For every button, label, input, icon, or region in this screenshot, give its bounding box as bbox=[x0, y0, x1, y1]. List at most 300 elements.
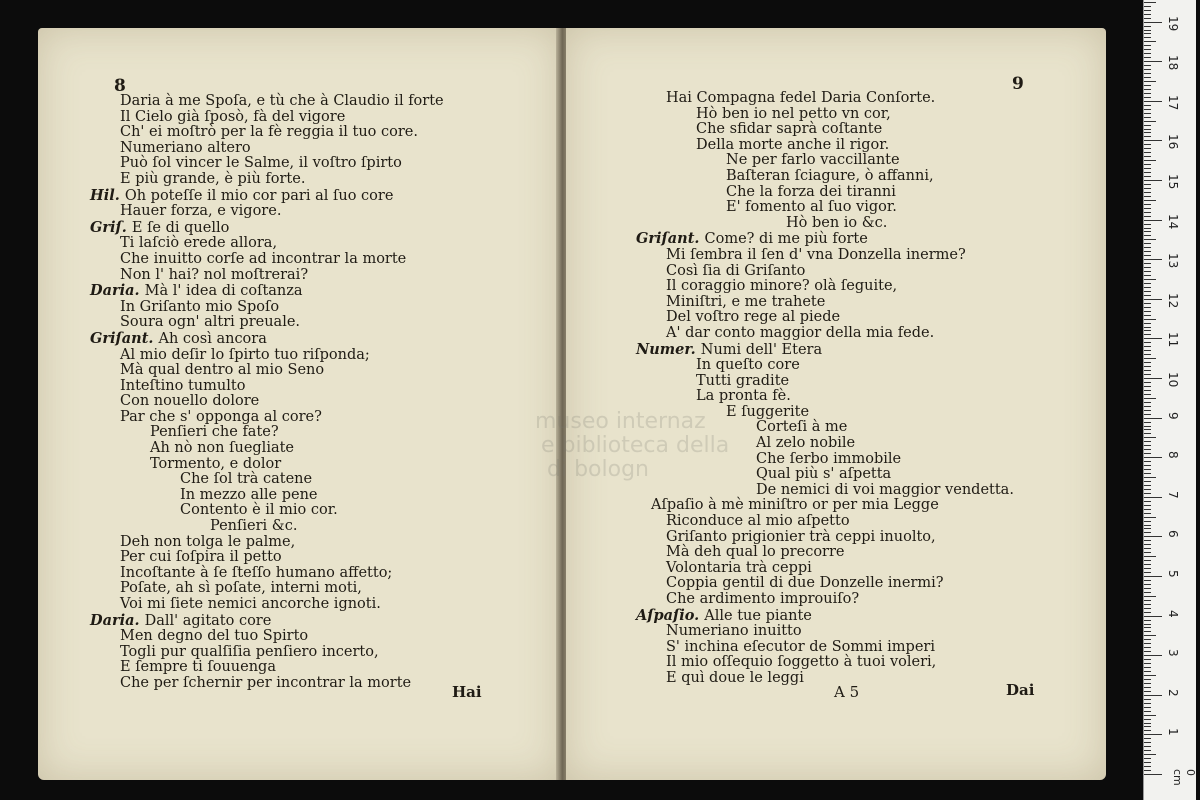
ruler-tick bbox=[1144, 291, 1151, 292]
ruler-tick bbox=[1144, 271, 1151, 272]
text-line bbox=[90, 331, 444, 348]
ruler-tick bbox=[1144, 140, 1162, 141]
line-text: Ne per farlo vaccillante bbox=[726, 152, 900, 169]
ruler-tick bbox=[1144, 172, 1151, 173]
ruler-tick bbox=[1144, 37, 1151, 38]
ruler-tick bbox=[1144, 536, 1162, 537]
text-line bbox=[90, 236, 444, 252]
line-text: Mà l' idea di coſtanza bbox=[144, 283, 303, 300]
line-text: Soura ogn' altri preuale. bbox=[120, 314, 301, 331]
ruler-tick bbox=[1144, 251, 1151, 252]
ruler-tick bbox=[1144, 457, 1162, 458]
ruler-tick bbox=[1144, 659, 1151, 660]
line-text: Dall' agitato core bbox=[144, 612, 272, 629]
line-text: In queſto core bbox=[696, 357, 800, 374]
ruler-tick bbox=[1144, 180, 1162, 181]
ruler-tick bbox=[1144, 730, 1151, 731]
ruler-tick bbox=[1144, 18, 1151, 19]
ruler-tick bbox=[1144, 93, 1151, 94]
line-text: Ah nò non ſuegliate bbox=[150, 440, 295, 457]
line-text: Al mio deſir lo ſpirto tuo riſponda; bbox=[120, 346, 370, 363]
ruler-tick bbox=[1144, 481, 1151, 482]
speaker-label: Aſpaſio. bbox=[636, 606, 705, 624]
ruler-tick bbox=[1144, 390, 1151, 391]
text-line bbox=[90, 363, 444, 379]
line-text: Non l' hai? nol moſtrerai? bbox=[120, 266, 309, 283]
ruler-tick bbox=[1144, 715, 1156, 716]
speaker-label: Daria. bbox=[90, 282, 145, 300]
text-line bbox=[636, 248, 1014, 264]
text-line bbox=[90, 645, 444, 661]
watermark-line: museo internaz bbox=[535, 409, 706, 434]
ruler-tick bbox=[1144, 754, 1156, 755]
line-text: Alle tue piante bbox=[704, 607, 812, 624]
ruler-label: 12 bbox=[1166, 292, 1180, 309]
ruler-tick bbox=[1144, 334, 1151, 335]
text-line bbox=[90, 550, 444, 566]
ruler-tick bbox=[1144, 687, 1151, 688]
ruler-tick bbox=[1144, 671, 1151, 672]
text-line bbox=[636, 107, 1014, 123]
line-text: Che ardimento improuiſo? bbox=[666, 591, 860, 607]
text-line bbox=[90, 188, 444, 205]
ruler-tick bbox=[1144, 370, 1151, 371]
line-text: Hauer forza, e vigore. bbox=[120, 203, 282, 220]
text-line bbox=[636, 169, 1014, 185]
ruler-tick bbox=[1144, 164, 1151, 165]
ruler-tick bbox=[1144, 703, 1151, 704]
speaker-label: Daria. bbox=[90, 611, 145, 629]
ruler-unit: 0 cm bbox=[1171, 769, 1197, 786]
ruler-tick bbox=[1144, 719, 1151, 720]
ruler-tick bbox=[1144, 525, 1151, 526]
ruler-tick bbox=[1144, 667, 1151, 668]
line-text: Numeriano altero bbox=[120, 139, 251, 156]
speaker-label: Griſ. bbox=[90, 218, 132, 236]
ruler-tick bbox=[1144, 560, 1151, 561]
line-text: Ti laſciò erede allora, bbox=[120, 235, 278, 252]
ruler-tick bbox=[1144, 774, 1162, 775]
ruler-tick bbox=[1144, 513, 1151, 514]
text-line bbox=[90, 172, 444, 188]
ruler-label: 15 bbox=[1166, 174, 1180, 190]
line-text: Men degno del tuo Spirto bbox=[120, 628, 309, 645]
ruler-tick bbox=[1144, 287, 1151, 288]
ruler-tick bbox=[1144, 643, 1151, 644]
ruler-tick bbox=[1144, 572, 1151, 573]
ruler-tick bbox=[1144, 303, 1151, 304]
text-line bbox=[636, 498, 1014, 514]
line-text: Il coraggio minore? olà ſeguite, bbox=[666, 278, 898, 295]
ruler-tick bbox=[1144, 766, 1151, 767]
ruler-tick bbox=[1144, 307, 1151, 308]
text-line bbox=[90, 141, 444, 157]
ruler-tick bbox=[1144, 414, 1151, 415]
line-text: Deh non tolga le palme, bbox=[120, 533, 296, 550]
ruler-tick bbox=[1144, 635, 1156, 636]
text-line bbox=[636, 452, 1014, 468]
text-line bbox=[636, 608, 1014, 625]
text-line bbox=[90, 535, 444, 551]
ruler-tick bbox=[1144, 437, 1156, 438]
text-line bbox=[636, 264, 1014, 280]
ruler-label: 8 bbox=[1166, 451, 1180, 459]
text-line bbox=[636, 185, 1014, 201]
ruler-tick bbox=[1144, 121, 1156, 122]
text-block bbox=[636, 91, 1014, 687]
ruler-tick bbox=[1144, 73, 1151, 74]
signature-mark: A 5 bbox=[834, 683, 860, 701]
ruler-tick bbox=[1144, 362, 1151, 363]
ruler-tick bbox=[1144, 695, 1162, 696]
ruler-tick bbox=[1144, 651, 1151, 652]
line-text: Coppia gentil di due Donzelle inermi? bbox=[666, 575, 944, 592]
text-line bbox=[636, 358, 1014, 374]
ruler-tick bbox=[1144, 600, 1151, 601]
line-text: Numeriano inuitto bbox=[666, 623, 802, 640]
line-text: Contento è il mio cor. bbox=[180, 502, 338, 519]
line-text: Togli pur qualſiſia penſiero incerto, bbox=[120, 643, 379, 660]
ruler-tick bbox=[1144, 176, 1151, 177]
ruler-tick bbox=[1144, 315, 1151, 316]
ruler-tick bbox=[1144, 521, 1151, 522]
line-text: Al zelo nobile bbox=[756, 435, 856, 452]
ruler-tick bbox=[1144, 770, 1151, 771]
ruler-tick bbox=[1144, 592, 1151, 593]
line-text: Il Cielo già ſposò, fà del vigore bbox=[120, 108, 346, 125]
text-line bbox=[90, 252, 444, 268]
line-text: E' fomento al ſuo vigor. bbox=[726, 199, 897, 216]
ruler-tick bbox=[1144, 61, 1162, 62]
ruler-tick bbox=[1144, 604, 1151, 605]
ruler-tick bbox=[1144, 346, 1151, 347]
ruler-tick bbox=[1144, 45, 1151, 46]
ruler-tick bbox=[1144, 679, 1151, 680]
text-line bbox=[636, 671, 1014, 687]
ruler-tick bbox=[1144, 319, 1156, 320]
text-line bbox=[90, 581, 444, 597]
text-line bbox=[90, 300, 444, 316]
line-text: Hò ben io &c. bbox=[786, 214, 888, 231]
ruler-tick bbox=[1144, 239, 1156, 240]
ruler-tick bbox=[1144, 422, 1151, 423]
ruler-tick bbox=[1144, 734, 1162, 735]
speaker-label: Griſant. bbox=[636, 230, 705, 248]
ruler-tick bbox=[1144, 33, 1151, 34]
ruler-tick bbox=[1144, 279, 1156, 280]
line-text: La pronta fè. bbox=[696, 388, 791, 405]
ruler-tick bbox=[1144, 330, 1151, 331]
catchword: Hai bbox=[452, 683, 482, 701]
right-page bbox=[566, 28, 1106, 780]
line-text: Che inuitto corſe ad incontrar la morte bbox=[120, 250, 407, 267]
left-page bbox=[38, 28, 560, 780]
text-line bbox=[636, 279, 1014, 295]
ruler-tick bbox=[1144, 125, 1151, 126]
ruler-label: 4 bbox=[1166, 609, 1180, 618]
ruler-tick bbox=[1144, 144, 1151, 145]
ruler-label: 19 bbox=[1166, 15, 1180, 31]
ruler-tick bbox=[1144, 247, 1151, 248]
line-text: E più grande, è più forte. bbox=[120, 170, 306, 187]
line-text: S' inchina eſecutor de Sommi imperi bbox=[666, 638, 935, 655]
ruler-tick bbox=[1144, 465, 1151, 466]
ruler-tick bbox=[1144, 461, 1151, 462]
ruler-tick bbox=[1144, 220, 1162, 221]
line-text: Inteſtino tumulto bbox=[120, 377, 246, 394]
line-text: Che sfidar saprà coſtante bbox=[696, 121, 883, 138]
ruler-tick bbox=[1144, 81, 1156, 82]
ruler-label: 10 bbox=[1166, 372, 1180, 388]
text-line bbox=[90, 268, 444, 284]
ruler-label: 16 bbox=[1166, 134, 1180, 150]
ruler-tick bbox=[1144, 152, 1151, 153]
text-line bbox=[636, 216, 1014, 232]
text-line bbox=[636, 420, 1014, 436]
text-line bbox=[90, 315, 444, 331]
line-text: Voi mi ſiete nemici ancorche ignoti. bbox=[120, 596, 381, 612]
line-text: Oh poteſſe il mio cor pari al ſuo core bbox=[124, 187, 394, 204]
text-line bbox=[90, 488, 444, 504]
line-text: Che la forza dei tiranni bbox=[726, 183, 896, 200]
ruler-tick bbox=[1144, 14, 1151, 15]
ruler-tick bbox=[1144, 620, 1151, 621]
text-line bbox=[636, 91, 1014, 107]
line-text: Della morte anche il rigor. bbox=[696, 136, 890, 153]
ruler-tick bbox=[1144, 267, 1151, 268]
ruler-tick bbox=[1144, 65, 1151, 66]
text-line bbox=[636, 576, 1014, 592]
ruler-tick bbox=[1144, 53, 1151, 54]
line-text: Daria à me Spoſa, e tù che à Claudio il forte bbox=[120, 93, 444, 109]
line-text: Baſteran ſciagure, ò affanni, bbox=[726, 167, 934, 184]
ruler-tick bbox=[1144, 208, 1151, 209]
page-number: 8 bbox=[114, 76, 126, 96]
ruler-tick bbox=[1144, 77, 1151, 78]
ruler-tick bbox=[1144, 196, 1151, 197]
ruler-tick bbox=[1144, 374, 1151, 375]
ruler-tick bbox=[1144, 596, 1156, 597]
line-text: Par che s' opponga al core? bbox=[120, 408, 322, 425]
line-text: Ch' ei moſtrò per la fè reggia il tuo core. bbox=[120, 124, 418, 141]
text-line bbox=[90, 472, 444, 488]
line-text: E ſe di quello bbox=[131, 219, 230, 236]
ruler-tick bbox=[1144, 366, 1151, 367]
ruler-tick bbox=[1144, 228, 1151, 229]
speaker-label: Numer. bbox=[636, 340, 701, 358]
ruler-tick bbox=[1144, 212, 1151, 213]
ruler-tick bbox=[1144, 342, 1151, 343]
line-text: Numi dell' Etera bbox=[700, 341, 823, 358]
line-text: Qual più s' aſpetta bbox=[756, 466, 892, 483]
ruler-tick bbox=[1144, 758, 1151, 759]
ruler-label: 7 bbox=[1166, 490, 1180, 499]
text-line bbox=[90, 394, 444, 410]
ruler-tick bbox=[1144, 485, 1151, 486]
line-text: Poſate, ah sì poſate, interni moti, bbox=[120, 580, 362, 597]
ruler-tick bbox=[1144, 762, 1151, 763]
ruler-tick bbox=[1144, 295, 1151, 296]
ruler-tick bbox=[1144, 564, 1151, 565]
text-line bbox=[636, 138, 1014, 154]
ruler-tick bbox=[1144, 528, 1151, 529]
ruler-label: 3 bbox=[1166, 649, 1180, 657]
text-line bbox=[636, 561, 1014, 577]
ruler-tick bbox=[1144, 489, 1151, 490]
ruler-tick bbox=[1144, 109, 1151, 110]
ruler-tick bbox=[1144, 449, 1151, 450]
ruler-tick bbox=[1144, 156, 1151, 157]
line-text: Mi ſembra il ſen d' vna Donzella inerme? bbox=[666, 246, 966, 263]
ruler-tick bbox=[1144, 576, 1162, 577]
watermark-line: e biblioteca della bbox=[541, 433, 730, 458]
ruler-tick bbox=[1144, 30, 1151, 31]
line-text: E ſuggerite bbox=[726, 403, 810, 420]
ruler-tick bbox=[1144, 255, 1151, 256]
text-line bbox=[90, 441, 444, 457]
ruler-tick bbox=[1144, 624, 1151, 625]
ruler-tick bbox=[1144, 283, 1151, 284]
ruler-tick bbox=[1144, 259, 1162, 260]
ruler-tick bbox=[1144, 683, 1151, 684]
line-text: Che ſerbo immobile bbox=[756, 450, 902, 467]
line-text: De nemici di voi maggior vendetta. bbox=[756, 481, 1014, 498]
line-text: Del voſtro rege al piede bbox=[666, 309, 841, 326]
text-line bbox=[636, 655, 1014, 671]
text-line bbox=[636, 530, 1014, 546]
ruler-tick bbox=[1144, 89, 1151, 90]
ruler-tick bbox=[1144, 85, 1151, 86]
text-line bbox=[636, 231, 1014, 248]
ruler-tick bbox=[1144, 160, 1156, 161]
ruler-tick bbox=[1144, 532, 1151, 533]
line-text: Con nouello dolore bbox=[120, 393, 260, 410]
ruler-tick bbox=[1144, 608, 1151, 609]
ruler-tick bbox=[1144, 136, 1151, 137]
ruler-tick bbox=[1144, 723, 1151, 724]
ruler-tick bbox=[1144, 10, 1151, 11]
ruler-tick bbox=[1144, 469, 1151, 470]
ruler-tick bbox=[1144, 501, 1151, 502]
ruler-tick bbox=[1144, 647, 1151, 648]
text-line bbox=[90, 503, 444, 519]
text-line bbox=[636, 389, 1014, 405]
ruler-tick bbox=[1144, 750, 1151, 751]
line-text: Che per ſchernir per incontrar la morte bbox=[120, 674, 412, 691]
text-line bbox=[90, 410, 444, 426]
ruler-tick bbox=[1144, 57, 1151, 58]
text-line bbox=[90, 597, 444, 613]
ruler-label: 1 bbox=[1166, 728, 1180, 737]
ruler-tick bbox=[1144, 327, 1151, 328]
text-line bbox=[636, 436, 1014, 452]
ruler-label: 9 bbox=[1166, 411, 1180, 420]
ruler-tick bbox=[1144, 509, 1151, 510]
line-text: Tutti gradite bbox=[696, 372, 790, 389]
ruler-tick bbox=[1144, 394, 1151, 395]
text-line bbox=[90, 156, 444, 172]
text-line bbox=[636, 624, 1014, 640]
ruler-tick bbox=[1144, 707, 1151, 708]
speaker-label: Griſant. bbox=[90, 329, 159, 347]
ruler-tick bbox=[1144, 663, 1151, 664]
ruler-tick bbox=[1144, 117, 1151, 118]
line-text: Incoſtante à ſe ſteſſo humano affetto; bbox=[120, 564, 393, 581]
text-line bbox=[90, 348, 444, 364]
ruler-tick bbox=[1144, 6, 1151, 7]
page-number: 9 bbox=[1012, 74, 1024, 94]
ruler-tick bbox=[1144, 231, 1151, 232]
ruler-tick bbox=[1144, 132, 1151, 133]
ruler-tick bbox=[1144, 517, 1156, 518]
line-text: Come? di me più forte bbox=[704, 231, 868, 248]
ruler-tick bbox=[1144, 148, 1151, 149]
ruler-tick bbox=[1144, 97, 1151, 98]
ruler-tick bbox=[1144, 275, 1151, 276]
ruler-tick bbox=[1144, 184, 1151, 185]
ruler-tick bbox=[1144, 323, 1151, 324]
ruler-tick bbox=[1144, 746, 1151, 747]
ruler-tick bbox=[1144, 338, 1162, 339]
line-text: Hai Compagna fedel Daria Conſorte. bbox=[666, 90, 936, 106]
text-line bbox=[636, 153, 1014, 169]
ruler-label: 18 bbox=[1166, 55, 1180, 71]
ruler-tick bbox=[1144, 216, 1151, 217]
ruler-tick bbox=[1144, 378, 1162, 379]
line-text: Ah così ancora bbox=[158, 330, 267, 347]
line-text: Miniſtri, e me trahete bbox=[666, 293, 826, 310]
text-line bbox=[636, 342, 1014, 359]
line-text: Così ſia di Griſanto bbox=[666, 262, 806, 279]
ruler-tick bbox=[1144, 742, 1151, 743]
ruler-tick bbox=[1144, 426, 1151, 427]
ruler-tick bbox=[1144, 200, 1156, 201]
line-text: Riconduce al mio aſpetto bbox=[666, 513, 850, 530]
ruler-tick bbox=[1144, 49, 1151, 50]
text-line bbox=[90, 613, 444, 630]
text-line bbox=[90, 566, 444, 582]
ruler-tick bbox=[1144, 429, 1151, 430]
ruler-tick bbox=[1144, 493, 1151, 494]
text-line bbox=[636, 326, 1014, 342]
ruler-tick bbox=[1144, 224, 1151, 225]
ruler-label: 11 bbox=[1166, 332, 1180, 348]
text-line bbox=[90, 629, 444, 645]
ruler-tick bbox=[1144, 188, 1151, 189]
ruler-tick bbox=[1144, 631, 1151, 632]
ruler-tick bbox=[1144, 26, 1151, 27]
ruler-tick bbox=[1144, 552, 1151, 553]
text-line bbox=[90, 519, 444, 535]
ruler-tick bbox=[1144, 473, 1151, 474]
line-text: Aſpaſio à mè miniſtro or per mia Legge bbox=[651, 497, 939, 514]
text-line bbox=[90, 425, 444, 441]
line-text: Penſieri che fate? bbox=[150, 424, 279, 441]
text-line bbox=[90, 660, 444, 676]
text-line bbox=[90, 125, 444, 141]
text-line bbox=[636, 514, 1014, 530]
ruler-tick bbox=[1144, 129, 1151, 130]
line-text: Per cui ſoſpira il petto bbox=[120, 549, 282, 566]
text-block bbox=[90, 94, 444, 692]
ruler-tick bbox=[1144, 263, 1151, 264]
ruler-tick bbox=[1144, 168, 1151, 169]
ruler-label: 2 bbox=[1166, 688, 1180, 697]
ruler-tick bbox=[1144, 726, 1151, 727]
ruler-tick bbox=[1144, 402, 1151, 403]
ruler-tick bbox=[1144, 441, 1151, 442]
ruler-tick bbox=[1144, 192, 1151, 193]
